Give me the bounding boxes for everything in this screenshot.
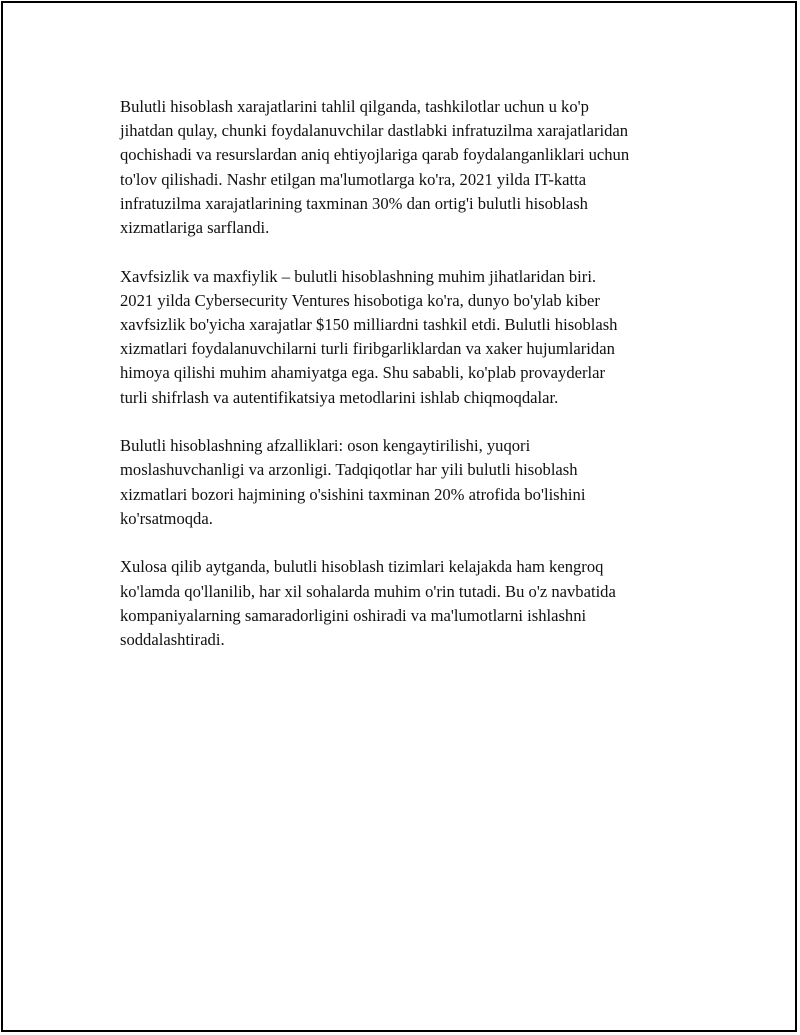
page-frame [1,1,797,1032]
document-body [120,95,695,677]
paragraph-security-privacy: Xavfsizlik va maxfiylik – bulutli hisoblashning muhim jihatlaridan biri. 2021 yilda Cybersecurity Ventures hisobotiga ko'ra, dunyo bo'ylab kiber xavfsizlik bo'yicha xarajatlar $150 milliardni tashkil etdi. Bulutli hisoblash xizmatlari foydalanuvchilarni turli firibgarliklardan va xaker hujumlaridan himoya qilishi muhim ahamiyatga ega. Shu sababli, ko'plab provayderlar turli shifrlash va autentifikatsiya metodlarini ishlab chiqmoqdalar. [120,266,618,407]
paragraph-conclusion: Xulosa qilib aytganda, bulutli hisoblash tizimlari kelajakda ham kengroq ko'lamda qo'llanilib, har xil sohalarda muhim o'rin tutadi. Bu o'z navbatida kompaniyalarning samaradorligini oshiradi va ma'lumotlarni ishlashni soddalashtiradi. [120,557,616,650]
paragraph-cost-analysis: Bulutli hisoblash xarajatlarini tahlil qilganda, tashkilotlar uchun u ko'p jihatdan qulay, chunki foydalanuvchilar dastlabki infratuzilma xarajatlaridan qochishadi va resurslardan aniq ehtiyojlariga qarab foydalanganliklari uchun to'lov qilishadi. Nashr etilgan ma'lumotlarga ko'ra, 2021 yilda IT-katta infratuzilma xarajatlarining taxminan 30% dan ortig'i bulutli hisoblash xizmatlariga sarflandi. [120,97,630,238]
paragraph-advantages: Bulutli hisoblashning afzalliklari: oson kengaytirilishi, yuqori moslashuvchanligi va arzonligi. Tadqiqotlar har yili bulutli hisoblash xizmatlari bozori hajmining o'sishini taxminan 20% atrofida bo'lishini ko'rsatmoqda. [120,436,586,528]
